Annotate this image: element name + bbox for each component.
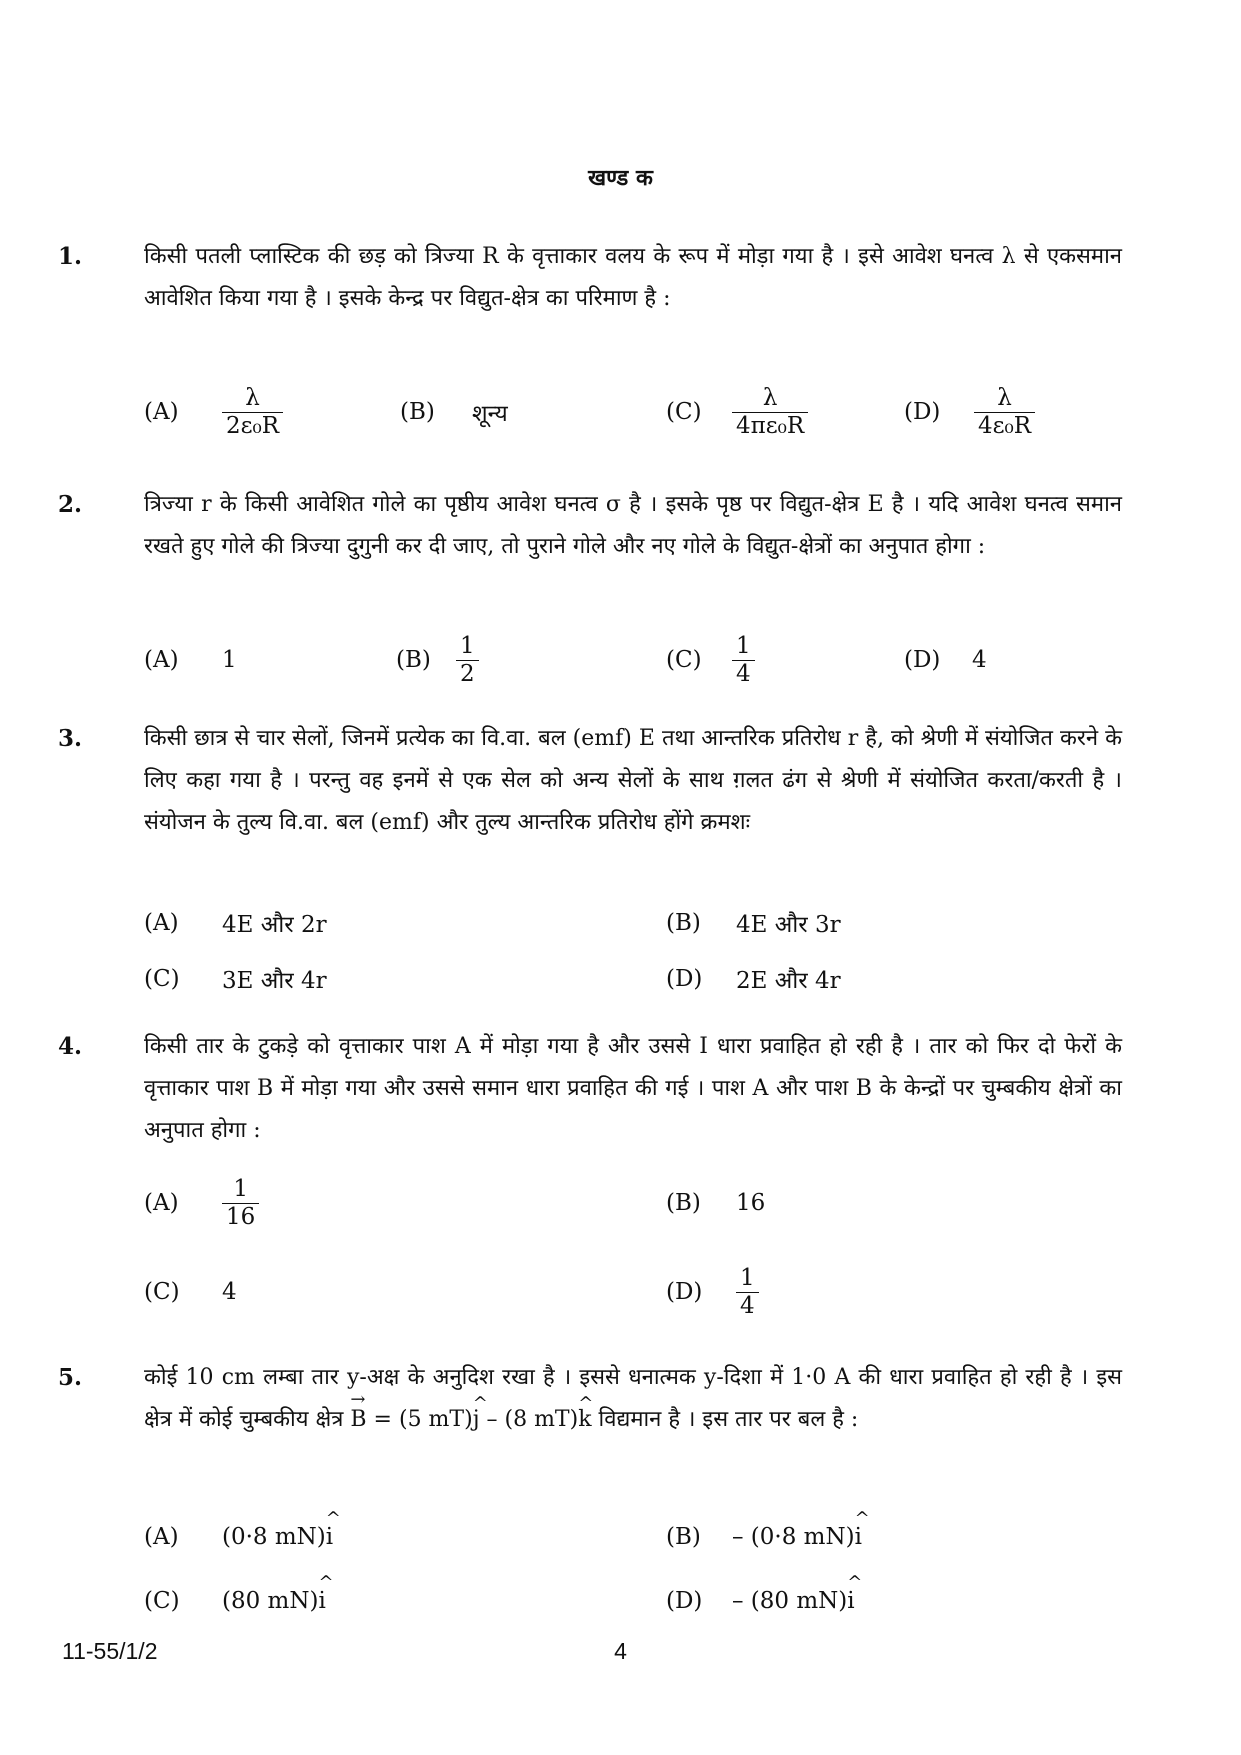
question-number: 1. <box>58 243 83 270</box>
option-text: 4E और 2r <box>222 912 327 938</box>
question-number: 2. <box>58 491 83 518</box>
option-label: (A) <box>144 399 179 425</box>
question-number: 3. <box>58 725 83 752</box>
option-a <box>144 1173 259 1233</box>
denominator: 4ε₀R <box>974 412 1035 439</box>
option-a <box>144 893 327 953</box>
option-d <box>904 630 987 690</box>
numerator: λ <box>997 385 1012 412</box>
option-a <box>144 382 283 442</box>
unit-vector-i: ^ i <box>847 1588 854 1614</box>
option-b <box>666 1507 862 1567</box>
numerator: 1 <box>736 633 751 660</box>
option-c <box>666 382 808 442</box>
option-label: (A) <box>144 647 179 673</box>
option-text: 2E और 4r <box>736 968 841 994</box>
formula-part: = (5 mT) <box>366 1407 473 1432</box>
option-b <box>666 1173 765 1233</box>
option-label: (D) <box>904 647 941 673</box>
option-b <box>396 630 479 690</box>
option-b <box>666 893 841 953</box>
option-label: (B) <box>396 647 431 673</box>
formula-part: – (8 mT) <box>479 1407 579 1432</box>
question-text-part: विद्यमान है । इस तार पर बल है : <box>591 1407 859 1432</box>
denominator: 4 <box>732 660 755 687</box>
option-c <box>144 1571 326 1631</box>
option-label: (C) <box>666 647 702 673</box>
question-text: किसी पतली प्लास्टिक की छड़ को त्रिज्या R के वृत्ताकार वलय के रूप में मोड़ा गया है । इसे आवेश घनत्व λ से एकसमान आवेशित किया गया है । इसके केन्द्र पर विद्युत-क्षेत्र का परिमाण है : <box>144 244 1122 311</box>
option-text: 3E और 4r <box>222 968 327 994</box>
question-text: किसी तार के टुकड़े को वृत्ताकार पाश A में मोड़ा गया है और उससे I धारा प्रवाहित हो रही है । तार को फिर दो फेरों के वृत्ताकार पाश B में मोड़ा गया और उससे समान धारा प्रवाहित की गई । पाश A और पाश B के केन्द्रों पर चुम्बकीय क्षेत्रों का अनुपात होगा : <box>144 1034 1122 1143</box>
question-number: 4. <box>58 1033 83 1060</box>
fraction <box>732 633 755 687</box>
fraction <box>736 1265 759 1319</box>
option-label: (D) <box>666 1588 703 1614</box>
question-text-part: कोई 10 cm लम्बा तार y-अक्ष के अनुदिश रखा है । इससे धनात्मक y-दिशा में 1·0 A की धारा प्रवाहित हो रही है । इस क्षेत्र में कोई चुम्बकीय क्षेत्र <box>144 1365 1122 1432</box>
option-d <box>666 1262 759 1322</box>
paper-code: 11-55/1/2 <box>62 1638 158 1664</box>
fraction <box>222 385 283 439</box>
option-d <box>666 1571 855 1631</box>
option-label: (B) <box>666 910 701 936</box>
option-label: (A) <box>144 1524 179 1550</box>
option-label: (C) <box>666 399 702 425</box>
question-text: त्रिज्या r के किसी आवेशित गोले का पृष्ठीय आवेश घनत्व σ है । इसके पृष्ठ पर विद्युत-क्षेत्र E है । यदि आवेश घनत्व समान रखते हुए गोले की त्रिज्या दुगुनी कर दी जाए, तो पुराने गोले और नए गोले के विद्युत-क्षेत्रों का अनुपात होगा : <box>144 492 1122 559</box>
fraction <box>222 1176 259 1230</box>
section-heading: खण्ड क <box>588 165 653 191</box>
question-text: किसी छात्र से चार सेलों, जिनमें प्रत्येक का वि.वा. बल (emf) E तथा आन्तरिक प्रतिरोध r है, को श्रेणी में संयोजित करने के लिए कहा गया है । परन्तु वह इनमें से एक सेल को अन्य सेलों के साथ ग़लत ढंग से श्रेणी में संयोजित करता/करती है । संयोजन के तुल्य वि.वा. बल (emf) और तुल्य आन्तरिक प्रतिरोध होंगे क्रमशः <box>144 726 1122 835</box>
question-number: 5. <box>58 1364 83 1391</box>
option-label: (D) <box>666 1279 703 1305</box>
magnetic-field-formula <box>350 1407 591 1432</box>
option-text: – (0·8 mN) <box>732 1524 855 1550</box>
numerator: λ <box>762 385 778 412</box>
option-text: 1 <box>222 647 237 673</box>
option-c <box>144 949 327 1009</box>
option-b <box>400 382 508 442</box>
denominator: 4 <box>736 1292 759 1319</box>
option-a <box>144 1507 333 1567</box>
question-text <box>144 1357 1122 1441</box>
option-text: (0·8 mN) <box>222 1524 326 1550</box>
option-label: (B) <box>666 1524 701 1550</box>
numerator: 1 <box>233 1176 248 1203</box>
option-text: 4 <box>972 647 987 673</box>
denominator: 2 <box>456 660 479 687</box>
fraction <box>974 385 1035 439</box>
fraction <box>456 633 479 687</box>
option-label: (B) <box>666 1190 701 1216</box>
option-text: शून्य <box>472 401 508 427</box>
denominator: 16 <box>222 1203 259 1230</box>
unit-vector-i: ^ i <box>326 1524 333 1550</box>
option-label: (C) <box>144 1279 180 1305</box>
option-label: (C) <box>144 966 180 992</box>
unit-vector-k: ^ k <box>578 1399 591 1441</box>
option-c <box>144 1262 237 1322</box>
unit-vector-i: ^ i <box>855 1524 862 1550</box>
fraction <box>732 385 808 439</box>
option-c <box>666 630 755 690</box>
option-label: (A) <box>144 910 179 936</box>
option-label: (A) <box>144 1190 179 1216</box>
numerator: λ <box>245 385 260 412</box>
vector-b: → B <box>350 1399 366 1441</box>
option-a <box>144 630 237 690</box>
option-d <box>666 949 841 1009</box>
option-label: (D) <box>666 966 703 992</box>
unit-vector-i: ^ i <box>318 1588 325 1614</box>
unit-vector-j: ^ j <box>473 1399 480 1441</box>
option-text: 4E और 3r <box>736 912 841 938</box>
denominator: 2ε₀R <box>222 412 283 439</box>
option-label: (C) <box>144 1588 180 1614</box>
option-text: (80 mN) <box>222 1588 319 1614</box>
option-text: – (80 mN) <box>732 1588 848 1614</box>
numerator: 1 <box>460 633 475 660</box>
option-label: (B) <box>400 399 435 425</box>
denominator: 4πε₀R <box>732 412 808 439</box>
option-d <box>904 382 1035 442</box>
option-label: (D) <box>904 399 941 425</box>
option-text: 4 <box>222 1279 237 1305</box>
page-number: 4 <box>614 1638 627 1664</box>
numerator: 1 <box>740 1265 755 1292</box>
option-text: 16 <box>736 1190 766 1216</box>
